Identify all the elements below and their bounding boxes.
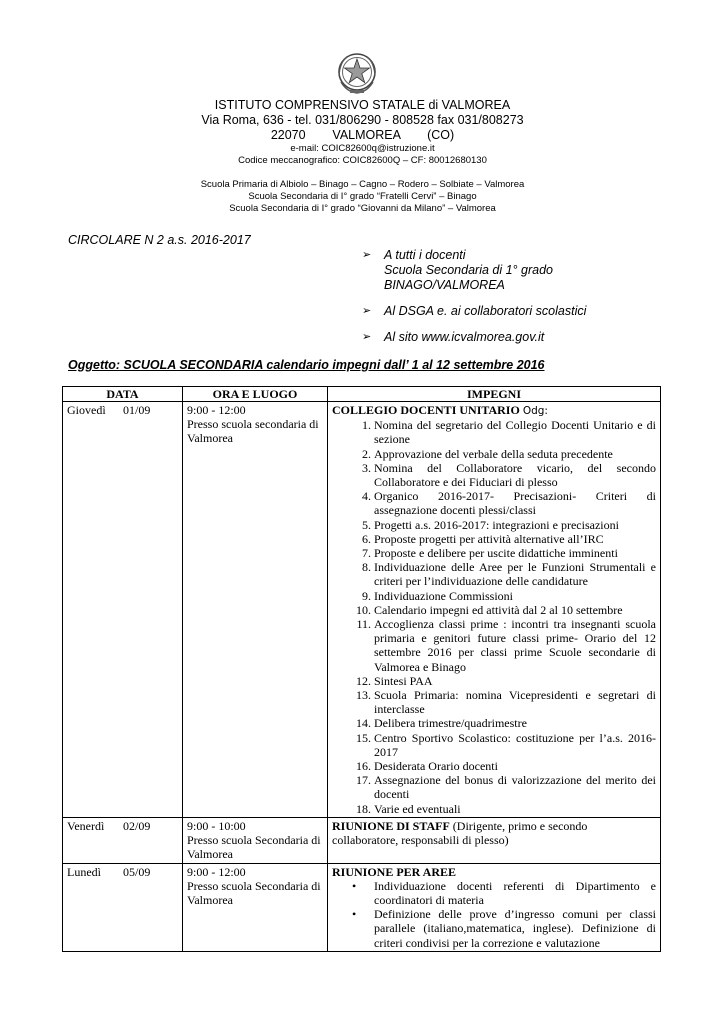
- agenda-list: [332, 418, 656, 816]
- commitment-title: COLLEGIO DOCENTI UNITARIO: [332, 403, 520, 417]
- commitment-title: RIUNIONE DI STAFF: [332, 818, 450, 833]
- list-item: 4. Organico 2016-2017- Precisazioni- Criteri di assegnazione docenti plessi/classi: [374, 489, 656, 517]
- school-branch: Scuola Secondaria di I° grado “Giovanni da Milano” – Valmorea: [229, 203, 496, 214]
- day-name: Giovedì: [67, 403, 106, 417]
- list-item: • Definizione delle prove d’ingresso comuni per classi parallele (italiano,matematica, inglese). Definizione di criteri condivisi per la correzione e valutazione: [374, 907, 656, 950]
- list-item: 5. Progetti a.s. 2016-2017: integrazioni e precisazioni: [374, 518, 656, 532]
- list-item: 12. Sintesi PAA: [374, 674, 656, 688]
- recipient-line: BINAGO/VALMOREA: [384, 278, 505, 292]
- subject-line: Oggetto: SCUOLA SECONDARIA calendario impegni dall’ 1 al 12 settembre 2016: [68, 358, 545, 372]
- time-place-cell: [183, 863, 328, 951]
- agenda-label: Odg:: [522, 405, 548, 417]
- day-date: 02/09: [123, 818, 151, 833]
- recipient-line: Al sito www.icvalmorea.gov.it: [384, 330, 545, 344]
- recipients-list: [362, 248, 586, 356]
- list-item: 6. Proposte progetti per attività alternative all’IRC: [374, 532, 656, 546]
- recipient-line: Scuola Secondaria di 1° grado: [384, 263, 554, 277]
- commitment-title: RIUNIONE PER AREE: [332, 864, 457, 879]
- list-item: 2. Approvazione del verbale della seduta precedente: [374, 447, 656, 461]
- place: Presso scuola Secondaria di Valmorea: [187, 833, 321, 862]
- school-email: e-mail: COIC82600q@istruzione.it: [290, 143, 435, 154]
- bullet-list: [332, 879, 656, 950]
- table-row: [63, 817, 661, 863]
- list-item: 3. Nomina del Collaboratore vicario, del secondo Collaboratore e dei Fiduciari di plesso: [374, 461, 656, 489]
- day-name: Venerdì: [67, 818, 105, 833]
- date-cell: [63, 402, 183, 818]
- date-cell: [63, 817, 183, 863]
- commitments-cell: [328, 863, 661, 951]
- commitments-cell: [328, 402, 661, 818]
- list-item: 11. Accoglienza classi prime : incontri tra insegnanti scuola primaria e genitori future classi prime- Orario del 12 settembre 2016 per classi prime Scuole secondarie di Valmorea e Binago: [374, 617, 656, 674]
- list-item: 1. Nomina del segretario del Collegio Docenti Unitario e di sezione: [374, 418, 656, 446]
- school-branches: [0, 179, 725, 215]
- school-header: [0, 98, 725, 215]
- column-header-impegni: IMPEGNI: [328, 387, 661, 402]
- list-item: 9. Individuazione Commissioni: [374, 589, 656, 603]
- school-branch: Scuola Primaria di Albiolo – Binago – Cagno – Rodero – Solbiate – Valmorea: [200, 179, 525, 190]
- arrow-bullet-icon: ➢: [362, 331, 372, 343]
- recipient-item: [362, 330, 586, 345]
- school-city: 22070 VALMOREA (CO): [270, 128, 455, 142]
- list-item: 14. Delibera trimestre/quadrimestre: [374, 716, 656, 730]
- table-header-row: [63, 387, 661, 402]
- time-range: 9:00 - 12:00: [187, 864, 246, 879]
- recipient-line: A tutti i docenti: [384, 248, 466, 262]
- school-address: Via Roma, 636 - tel. 031/806290 - 808528 fax 031/808273: [201, 113, 524, 127]
- day-date: 05/09: [123, 864, 151, 879]
- place: Presso scuola secondaria di Valmorea: [187, 417, 319, 446]
- day-date: 01/09: [123, 403, 151, 417]
- list-item: 18. Varie ed eventuali: [374, 802, 656, 816]
- schedule-table: [62, 386, 661, 952]
- commitment-description: (Dirigente, primo e secondo collaboratore, responsabili di plesso): [332, 818, 588, 848]
- school-branch: Scuola Secondaria di I° grado “Fratelli Cervi” – Binago: [248, 191, 477, 202]
- list-item: 8. Individuazione delle Aree per le Funzioni Strumentali e criteri per l’individuazione delle candidature: [374, 560, 656, 588]
- list-item: 15. Centro Sportivo Scolastico: costituzione per l’a.s. 2016-2017: [374, 731, 656, 759]
- school-name: ISTITUTO COMPRENSIVO STATALE di VALMOREA: [214, 98, 511, 112]
- circolare-number: CIRCOLARE N 2 a.s. 2016-2017: [68, 233, 251, 247]
- arrow-bullet-icon: ➢: [362, 249, 372, 261]
- table-row: [63, 402, 661, 818]
- column-header-ora-luogo: ORA E LUOGO: [183, 387, 328, 402]
- list-item: 17. Assegnazione del bonus di valorizzazione del merito dei docenti: [374, 773, 656, 801]
- italian-republic-emblem-icon: [333, 48, 381, 96]
- commitments-cell: [328, 817, 661, 863]
- table-row: [63, 863, 661, 951]
- recipient-item: [362, 248, 586, 293]
- time-place-cell: [183, 402, 328, 818]
- list-item: 13. Scuola Primaria: nomina Vicepresidenti e segretari di interclasse: [374, 688, 656, 716]
- recipient-line: Al DSGA e. ai collaboratori scolastici: [384, 304, 587, 318]
- column-header-data: DATA: [63, 387, 183, 402]
- recipient-item: [362, 304, 586, 319]
- arrow-bullet-icon: ➢: [362, 305, 372, 317]
- place: Presso scuola Secondaria di Valmorea: [187, 878, 321, 907]
- day-name: Lunedì: [67, 864, 101, 879]
- list-item: 10. Calendario impegni ed attività dal 2 al 10 settembre: [374, 603, 656, 617]
- school-code: Codice meccanografico: COIC82600Q – CF: 80012680130: [238, 155, 487, 166]
- time-place-cell: [183, 817, 328, 863]
- list-item: 16. Desiderata Orario docenti: [374, 759, 656, 773]
- list-item: • Individuazione docenti referenti di Dipartimento e coordinatori di materia: [374, 879, 656, 907]
- date-cell: [63, 863, 183, 951]
- list-item: 7. Proposte e delibere per uscite didattiche imminenti: [374, 546, 656, 560]
- time-range: 9:00 - 12:00: [187, 403, 246, 417]
- time-range: 9:00 - 10:00: [187, 818, 246, 833]
